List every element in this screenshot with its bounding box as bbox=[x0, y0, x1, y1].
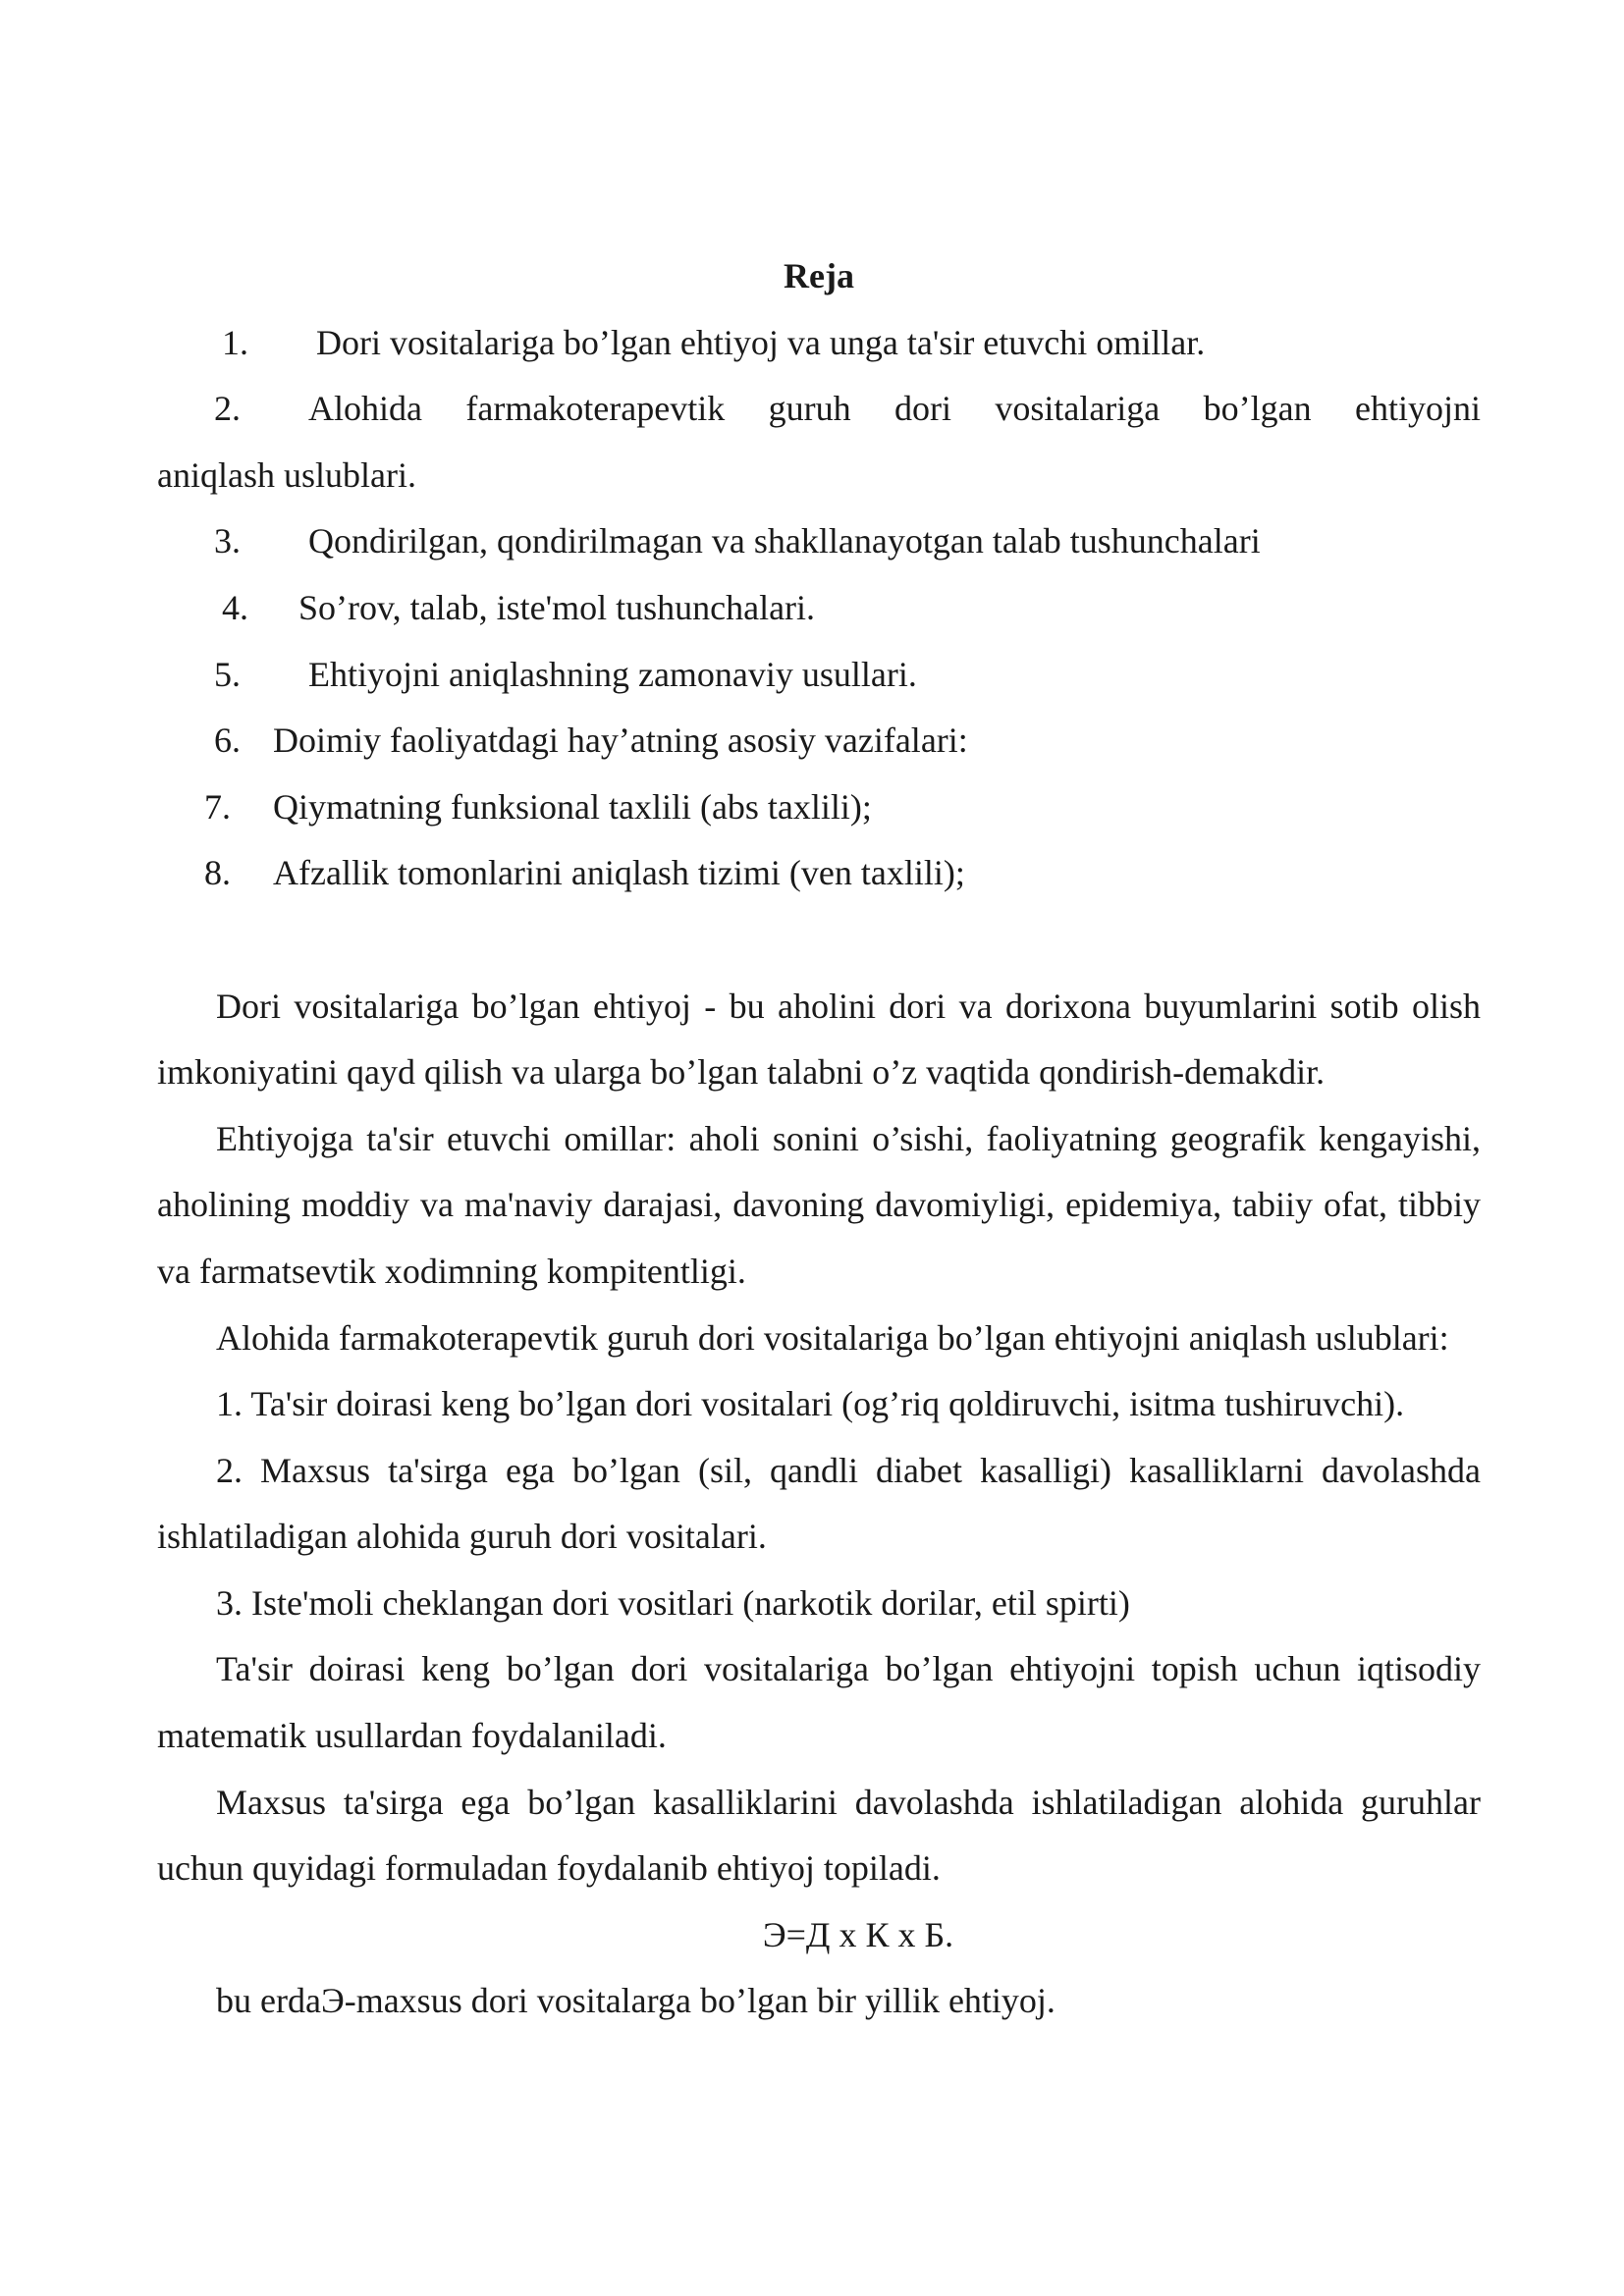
plan-item-text: Dori vositalariga bo’lgan ehtiyoj va unga ta'sir etuvchi omillar. bbox=[316, 322, 1206, 362]
plan-item-number: 6. bbox=[214, 721, 241, 761]
paragraph-formula-intro: Maxsus ta'sirga ega bo’lgan kasalliklarini davolashda ishlatiladigan alohida guruhlar uchun quyidagi formuladan foydalanib ehtiyoj topiladi. bbox=[157, 1782, 1481, 1889]
page-content bbox=[157, 243, 1481, 2035]
plan-item-text: Ehtiyojni aniqlashning zamonaviy usullari. bbox=[308, 654, 917, 694]
plan-item-text: So’rov, talab, iste'mol tushunchalari. bbox=[298, 587, 816, 627]
spacer bbox=[157, 907, 1481, 974]
plan-item-number: 2. bbox=[214, 389, 241, 429]
plan-item-3 bbox=[157, 508, 1481, 575]
plan-item-number: 3. bbox=[214, 521, 241, 561]
plan-item-8 bbox=[157, 840, 1481, 907]
formula: Э=Д х К х Б. bbox=[762, 1914, 954, 1954]
plan-item-number: 5. bbox=[214, 654, 241, 694]
plan-list bbox=[157, 310, 1481, 907]
paragraph-formula-explanation: bu erdaЭ-maxsus dori vositalarga bo’lgan bir yillik ehtiyoj. bbox=[216, 1981, 1056, 2021]
paragraph-definition: Dori vositalariga bo’lgan ehtiyoj - bu aholini dori va dorixona buyumlarini sotib olish imkoniyatini qayd qilish va ularga bo’lgan talabni o’z vaqtida qondirish-demakdir. bbox=[157, 986, 1481, 1093]
plan-item-text: Afzallik tomonlarini aniqlash tizimi (ven taxlili); bbox=[273, 853, 965, 893]
plan-item-7 bbox=[157, 774, 1481, 841]
plan-item-4 bbox=[157, 575, 1481, 642]
plan-item-number: 4. bbox=[222, 587, 248, 627]
paragraph-method-2: 2. Maxsus ta'sirga ega bo’lgan (sil, qandli diabet kasalligi) kasalliklarni davolashda ishlatiladigan alohida guruh dori vositalari. bbox=[157, 1450, 1481, 1557]
plan-item-2 bbox=[157, 376, 1481, 443]
paragraph-economic-methods: Ta'sir doirasi keng bo’lgan dori vositalariga bo’lgan ehtiyojni topish uchun iqtisodiy matematik usullardan foydalaniladi. bbox=[157, 1649, 1481, 1756]
plan-item-text: Qondirilgan, qondirilmagan va shakllanayotgan talab tushunchalari bbox=[308, 521, 1261, 561]
plan-item-1 bbox=[157, 310, 1481, 377]
plan-item-text: Alohida farmakoterapevtik guruh dori vositalariga bo’lgan ehtiyojni bbox=[308, 389, 1481, 429]
plan-item-5 bbox=[157, 642, 1481, 709]
plan-item-text: Doimiy faoliyatdagi hay’atning asosiy vazifalari: bbox=[273, 721, 968, 761]
paragraph-method-1: 1. Ta'sir doirasi keng bo’lgan dori vositalari (og’riq qoldiruvchi, isitma tushiruvchi). bbox=[216, 1384, 1405, 1424]
paragraph-factors: Ehtiyojga ta'sir etuvchi omillar: aholi sonini o’sishi, faoliyatning geografik kengayishi, aholining moddiy va ma'naviy darajasi, davoning davomiyligi, epidemiya, tabiiy ofat, tibbiy va farmatsevtik xodimning kompitentligi. bbox=[157, 1118, 1481, 1291]
plan-item-number: 7. bbox=[204, 786, 231, 827]
plan-item-6 bbox=[157, 708, 1481, 774]
plan-item-number: 1. bbox=[222, 322, 248, 362]
paragraph-methods-intro: Alohida farmakoterapevtik guruh dori vositalariga bo’lgan ehtiyojni aniqlash uslublari: bbox=[216, 1317, 1449, 1358]
page-title: Reja bbox=[784, 256, 854, 295]
plan-item-number: 8. bbox=[204, 853, 231, 893]
plan-item-line bbox=[214, 376, 1481, 443]
paragraph-method-3: 3. Iste'moli cheklangan dori vositlari (narkotik dorilar, etil spirti) bbox=[216, 1582, 1130, 1623]
plan-item-text: Qiymatning funksional taxlili (abs taxlili); bbox=[273, 786, 872, 827]
plan-item-2-continuation: aniqlash uslublari. bbox=[157, 454, 416, 495]
